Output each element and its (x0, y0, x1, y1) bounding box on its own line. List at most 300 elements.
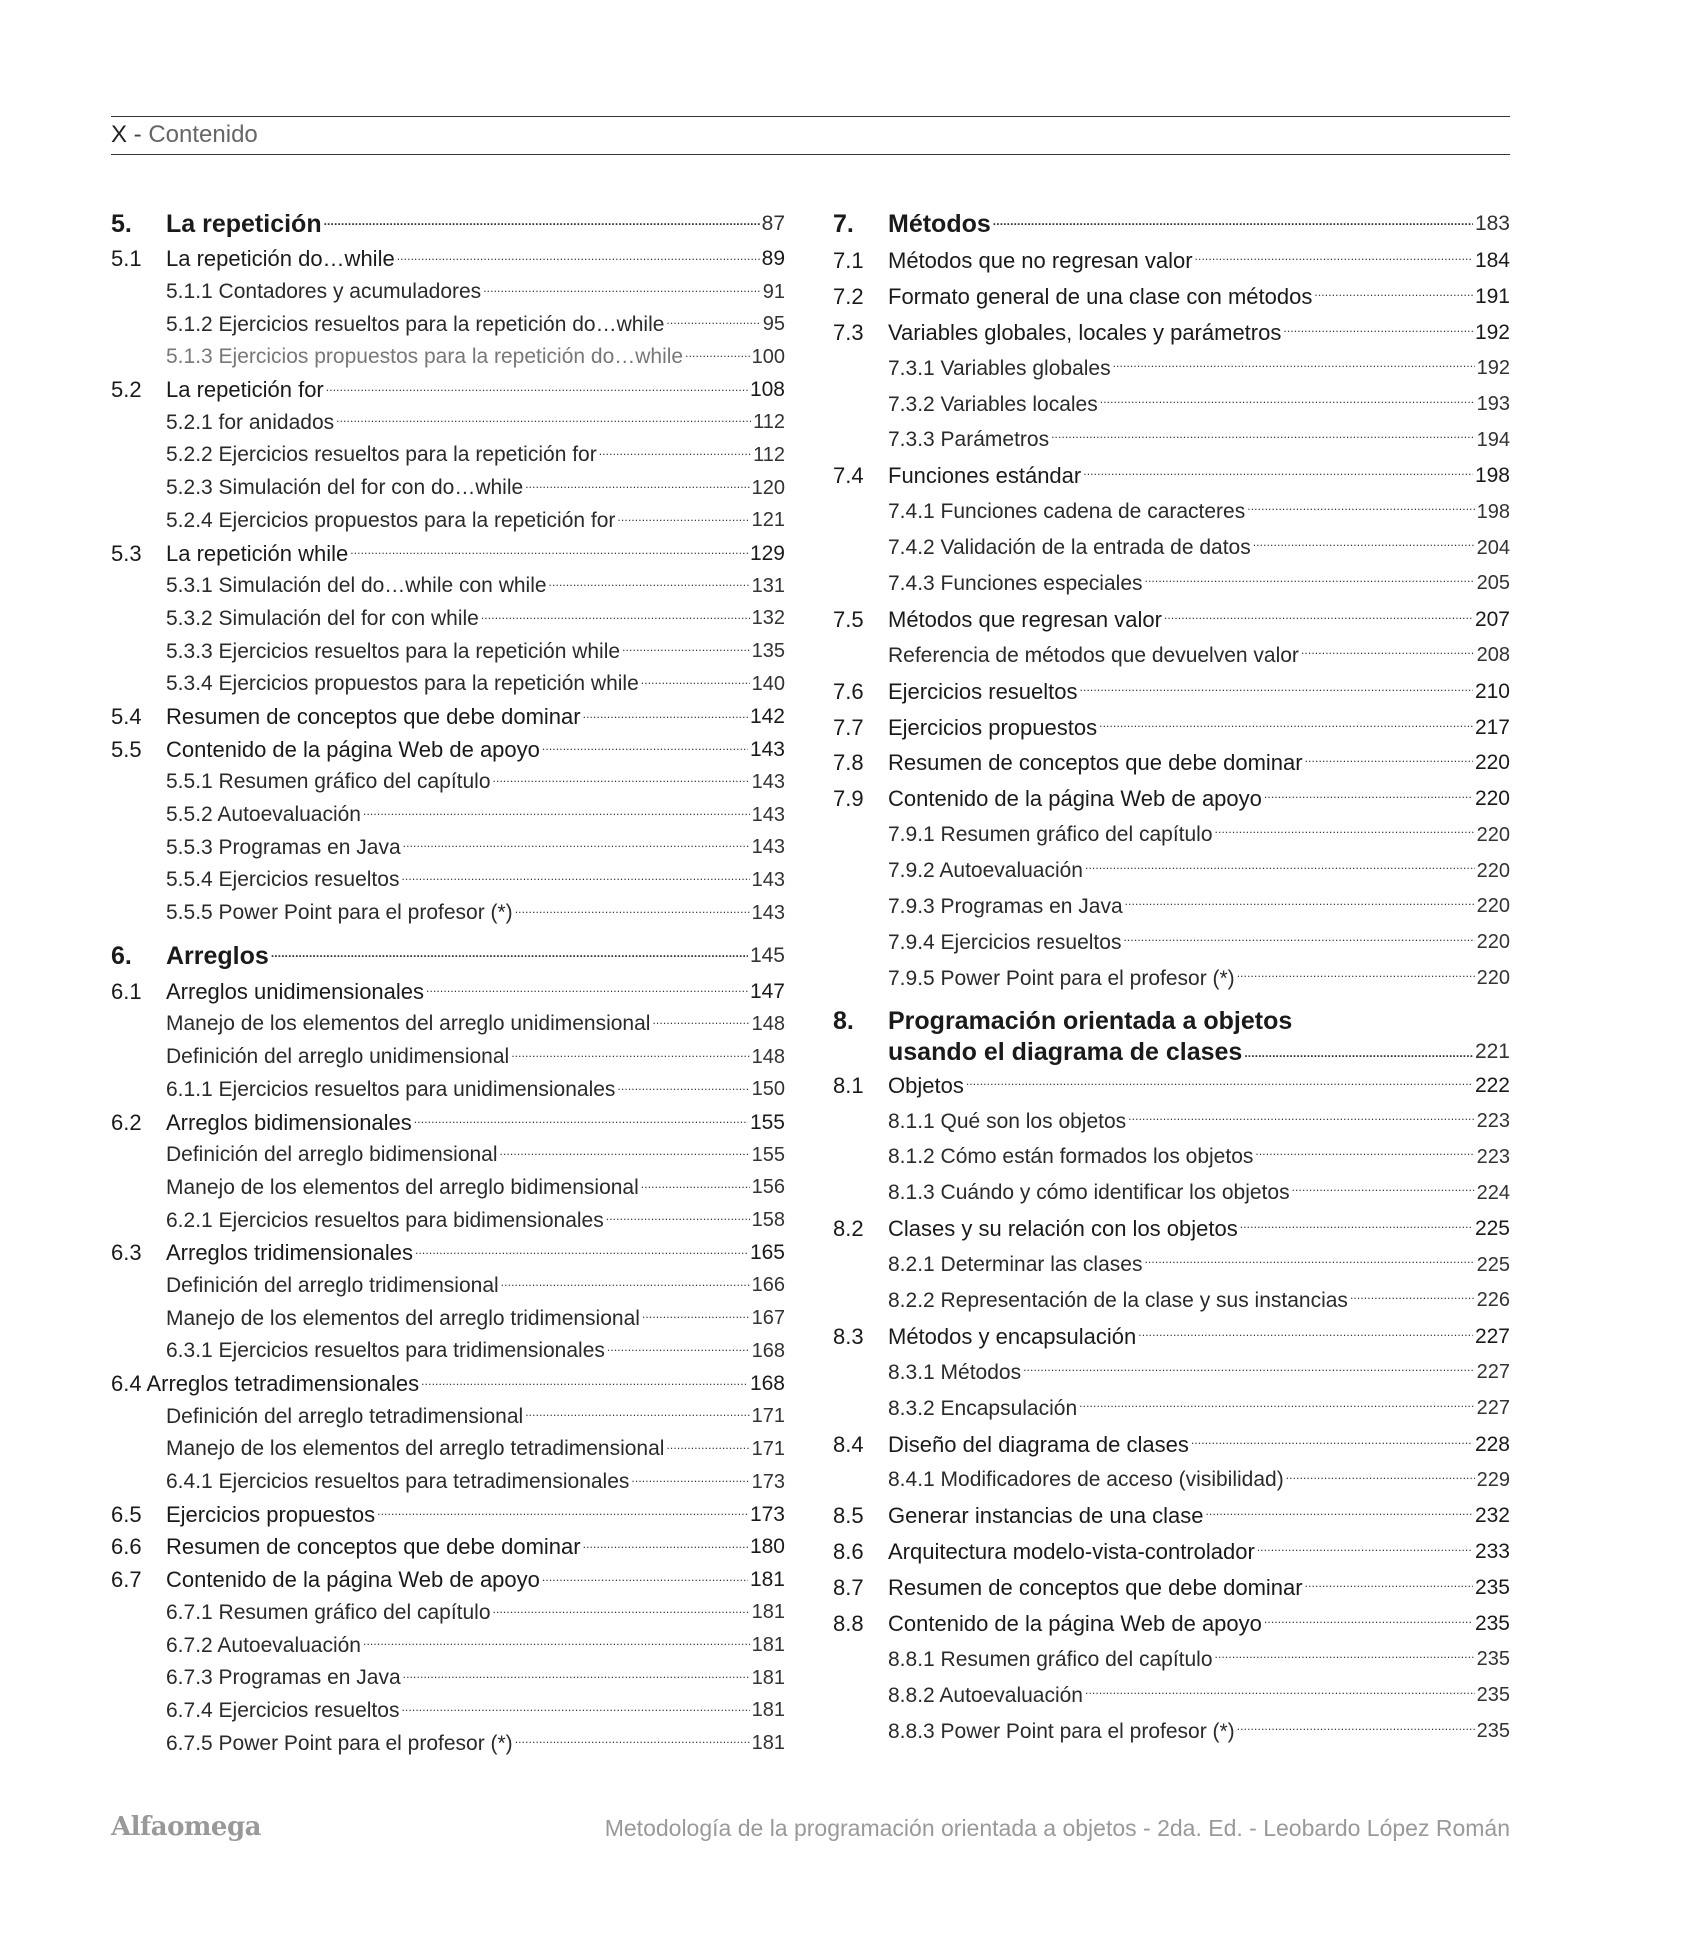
toc-page: 220 (1476, 823, 1510, 846)
toc-title: La repetición for (166, 377, 324, 403)
toc-title: Ejercicios resueltos (888, 678, 1078, 704)
toc-subsection (833, 817, 1510, 853)
toc-title: Funciones estándar (888, 463, 1082, 489)
toc-subsection (111, 1139, 785, 1172)
toc-title: Métodos que no regresan valor (888, 247, 1193, 273)
toc-subsection (111, 897, 785, 930)
toc-section (833, 1570, 1510, 1606)
toc-title: 7.4.1 Funciones cadena de caracteres (888, 500, 1246, 524)
toc-subsection (111, 1302, 785, 1335)
toc-subsection (833, 638, 1510, 674)
toc-title: Arreglos bidimensionales (166, 1109, 412, 1135)
toc-title: 7.3.1 Variables globales (888, 356, 1111, 380)
dot-leader (1262, 1606, 1473, 1628)
toc-title: usando el diagrama de clases (888, 1037, 1243, 1066)
dot-leader (664, 1433, 749, 1454)
dot-leader (1098, 387, 1475, 408)
toc-title: Resumen de conceptos que debe dominar (888, 750, 1303, 776)
toc-page: 173 (749, 1502, 785, 1526)
toc-title: Definición del arreglo tridimensional (166, 1273, 499, 1297)
toc-title: La repetición while (166, 540, 349, 566)
toc-subsection (111, 341, 785, 374)
toc-subsection (833, 1714, 1510, 1750)
toc-number: 7.7 (833, 714, 864, 740)
toc-page: 142 (749, 704, 785, 728)
toc-page: 173 (751, 1470, 785, 1493)
toc-page: 181 (751, 1699, 785, 1722)
toc-subsection (833, 494, 1510, 530)
toc-page: 223 (1476, 1145, 1510, 1168)
toc-section (111, 1498, 785, 1531)
toc-title: Contenido de la página Web de apoyo (166, 1567, 540, 1593)
dot-leader (1111, 351, 1475, 372)
toc-page: 171 (751, 1437, 785, 1460)
dot-leader (1213, 1642, 1475, 1663)
toc-title: 8.2.1 Determinar las clases (888, 1253, 1143, 1277)
toc-title: 5.3.4 Ejercicios propuestos para la repetición while (166, 672, 639, 696)
toc-page: 198 (1474, 464, 1510, 488)
toc-number: 7.6 (833, 678, 864, 704)
toc-title: 8.1.1 Qué son los objetos (888, 1109, 1127, 1133)
dot-leader (1136, 1319, 1473, 1341)
toc-page: 131 (751, 574, 785, 597)
toc-page: 235 (1476, 1720, 1510, 1743)
dot-leader (650, 1008, 749, 1029)
toc-number: 7.9 (833, 786, 864, 812)
dot-leader (375, 1498, 748, 1520)
dot-leader (1251, 530, 1475, 551)
toc-subsection (833, 351, 1510, 387)
dot-leader (1142, 1247, 1474, 1268)
toc-subsection (111, 1172, 785, 1205)
dot-leader (615, 505, 749, 526)
toc-title: Ejercicios propuestos (166, 1501, 376, 1527)
dot-leader (1083, 853, 1475, 874)
toc-section (833, 315, 1510, 351)
toc-title: Métodos que regresan valor (888, 606, 1162, 632)
toc-page: 235 (1476, 1684, 1510, 1707)
toc-title: Arreglos unidimensionales (166, 978, 425, 1004)
toc-page: 148 (751, 1012, 785, 1035)
toc-page: 166 (751, 1274, 785, 1297)
toc-page: 221 (1474, 1040, 1510, 1064)
toc-title: 5.2.3 Simulación del for con do…while (166, 476, 524, 500)
toc-section (833, 1427, 1510, 1463)
dot-leader (1348, 1283, 1475, 1304)
dot-leader (324, 374, 748, 396)
toc-number: 6.7 (111, 1567, 142, 1593)
toc-subsection (111, 1204, 785, 1237)
toc-subsection (111, 1270, 785, 1303)
toc-page: 193 (1476, 393, 1510, 415)
publisher-logo: Alfaomega (111, 1812, 262, 1842)
toc-number: 5.3 (111, 540, 142, 566)
dot-leader (413, 1237, 748, 1259)
dot-leader (401, 1662, 750, 1683)
toc-title: 6.7.4 Ejercicios resueltos (166, 1698, 400, 1722)
toc-title: 8.1.3 Cuándo y cómo identificar los objetos (888, 1181, 1290, 1205)
toc-section (833, 781, 1510, 817)
toc-title: 5.5.1 Resumen gráfico del capítulo (166, 770, 491, 794)
toc-page: 168 (751, 1339, 785, 1362)
toc-subsection (111, 1041, 785, 1074)
dot-leader (615, 1074, 749, 1095)
toc-subsection (111, 472, 785, 505)
toc-subsection (111, 831, 785, 864)
toc-subsection (111, 1466, 785, 1499)
dot-leader (1021, 1355, 1475, 1376)
toc-subsection (833, 1175, 1510, 1211)
toc-page: 194 (1476, 428, 1510, 451)
toc-title: 6.7.2 Autoevaluación (166, 1633, 361, 1657)
toc-page: 148 (751, 1045, 785, 1068)
toc-title: Resumen de conceptos que debe dominar (166, 703, 581, 729)
toc-title: 8.2.2 Representación de la clase y sus instancias (888, 1288, 1348, 1312)
toc-page: 120 (751, 476, 785, 499)
dot-leader (1123, 889, 1475, 910)
toc-subsection (111, 1727, 785, 1760)
toc-title: Formato general de una clase con métodos (888, 283, 1313, 309)
toc-section (833, 279, 1510, 315)
toc-subsection (111, 864, 785, 897)
toc-page: 207 (1474, 607, 1510, 631)
toc-title: Contenido de la página Web de apoyo (888, 1611, 1262, 1636)
dot-leader (629, 1466, 749, 1487)
toc-number: 8.5 (833, 1503, 864, 1529)
toc-page: 143 (751, 803, 785, 826)
toc-section (833, 602, 1510, 638)
toc-title: 5.1.1 Contadores y acumuladores (166, 280, 482, 304)
toc-subsection (833, 566, 1510, 602)
toc-title: 5.5.3 Programas en Java (166, 835, 401, 859)
toc-page: 156 (751, 1176, 785, 1199)
dot-leader (620, 635, 750, 656)
toc-title: 8.3.1 Métodos (888, 1360, 1022, 1384)
toc-chapter-6 (111, 937, 785, 975)
dot-leader (547, 570, 750, 591)
toc-subsection (111, 1074, 785, 1107)
toc-number: 5.1 (111, 246, 142, 272)
toc-title: 5.3.2 Simulación del for con while (166, 606, 479, 630)
toc-section (833, 674, 1510, 710)
toc-page: 227 (1474, 1324, 1510, 1348)
toc-number: 8.7 (833, 1575, 864, 1601)
toc-subsection (833, 422, 1510, 458)
toc-number: 8.4 (833, 1431, 864, 1457)
running-head (111, 120, 258, 150)
dot-leader (604, 1204, 750, 1225)
dot-leader (1255, 1534, 1473, 1556)
toc-number: 7.5 (833, 606, 864, 632)
toc-page: 183 (1474, 212, 1510, 235)
toc-subsection (833, 1283, 1510, 1319)
dot-leader (1193, 243, 1473, 265)
toc-title: 5.1.2 Ejercicios resueltos para la repetición do…while (166, 312, 665, 336)
toc-section (833, 1211, 1510, 1247)
toc-page: 95 (762, 313, 785, 336)
toc-subsection (833, 530, 1510, 566)
dot-leader (1097, 710, 1473, 732)
dot-leader (491, 766, 750, 787)
toc-page: 225 (1474, 1217, 1510, 1241)
running-head-page-letter: X (111, 121, 128, 148)
dot-leader (424, 975, 748, 997)
toc-number: 6.6 (111, 1534, 142, 1560)
toc-title: Ejercicios propuestos (888, 714, 1098, 740)
dot-leader (639, 1172, 750, 1193)
toc-title: 7.9.4 Ejercicios resueltos (888, 930, 1122, 954)
dot-leader (1143, 566, 1475, 587)
toc-title: 5.2.4 Ejercicios propuestos para la repetición for (166, 508, 616, 532)
toc-subsection (111, 1008, 785, 1041)
dot-leader (1312, 279, 1473, 301)
toc-page: 192 (1474, 320, 1510, 344)
toc-subsection (111, 1597, 785, 1630)
toc-section (833, 1319, 1510, 1355)
dot-leader (1235, 961, 1475, 982)
toc-page: 184 (1474, 248, 1510, 272)
dot-leader (334, 406, 751, 427)
toc-page: 220 (1474, 787, 1510, 811)
toc-title: Definición del arreglo bidimensional (166, 1143, 498, 1167)
toc-page: 143 (751, 901, 785, 924)
toc-page: 143 (751, 868, 785, 891)
dot-leader (597, 439, 751, 460)
dot-leader (581, 701, 748, 723)
dot-leader (1213, 817, 1475, 838)
toc-title: 5.1.3 Ejercicios propuestos para la repetición do…while (166, 345, 684, 369)
toc-title: Referencia de métodos que devuelven valor (888, 643, 1299, 667)
toc-page: 181 (751, 1634, 785, 1657)
toc-chapter-8-line2 (833, 1037, 1510, 1068)
toc-title: Métodos (888, 209, 991, 238)
toc-section (111, 1564, 785, 1597)
toc-title: 5.3.1 Simulación del do…while con while (166, 574, 547, 598)
toc-page: 121 (751, 509, 785, 532)
toc-page: 192 (1476, 357, 1510, 380)
toc-number: 8.2 (833, 1216, 864, 1242)
dot-leader (1235, 1714, 1475, 1735)
toc-title: 5.5.2 Autoevaluación (166, 803, 361, 827)
toc-subsection (111, 1662, 785, 1695)
toc-number: 6.3 (111, 1240, 142, 1266)
toc-title: La repetición (166, 209, 322, 238)
toc-number: 8.1 (833, 1072, 864, 1098)
toc-title: 5.3.3 Ejercicios resueltos para la repetición while (166, 639, 621, 663)
toc-subsection (111, 799, 785, 832)
toc-page: 224 (1476, 1181, 1510, 1204)
toc-title: 6.1.1 Ejercicios resueltos para unidimensionales (166, 1077, 616, 1101)
toc-section (833, 243, 1510, 279)
toc-number: 7.2 (833, 283, 864, 309)
dot-leader (1281, 315, 1473, 337)
toc-subsection (111, 505, 785, 538)
dot-leader (498, 1139, 750, 1160)
toc-page: 165 (749, 1241, 785, 1265)
dot-leader (540, 733, 748, 755)
toc-subsection (833, 1139, 1510, 1175)
toc-page: 143 (751, 770, 785, 793)
toc-page: 233 (1474, 1540, 1510, 1564)
dot-leader (683, 341, 750, 362)
toc-page: 180 (749, 1535, 785, 1559)
toc-title: 8.3.2 Encapsulación (888, 1396, 1078, 1420)
toc-title: Variables globales, locales y parámetros (888, 319, 1282, 345)
toc-title: 8.8.1 Resumen gráfico del capítulo (888, 1647, 1213, 1671)
toc-section (111, 537, 785, 570)
toc-title: Definición del arreglo unidimensional (166, 1045, 510, 1069)
dot-leader (479, 603, 750, 624)
dot-leader (1126, 1104, 1474, 1125)
dot-leader (1081, 458, 1473, 480)
toc-page: 220 (1476, 967, 1510, 990)
toc-page: 235 (1474, 1576, 1510, 1600)
chapter-gap (833, 997, 1510, 1006)
toc-title: 7.9.3 Programas en Java (888, 894, 1123, 918)
toc-subsection (111, 668, 785, 701)
dot-leader (1078, 674, 1473, 696)
toc-page: 220 (1476, 931, 1510, 954)
toc-page: 135 (751, 640, 785, 663)
toc-subsection (833, 1247, 1510, 1283)
toc-section (111, 1531, 785, 1564)
toc-page: 108 (749, 378, 785, 402)
toc-title: 6.4 Arreglos tetradimensionales (111, 1371, 420, 1397)
toc-page: 198 (1476, 500, 1510, 523)
toc-subsection (833, 961, 1510, 997)
toc-page: 226 (1476, 1289, 1510, 1312)
toc-subsection (833, 1642, 1510, 1678)
toc-page: 112 (753, 411, 785, 434)
toc-title: Arreglos tridimensionales (166, 1240, 413, 1266)
toc-title: Contenido de la página Web de apoyo (888, 786, 1262, 812)
toc-page: 223 (1476, 1110, 1510, 1133)
toc-page: 89 (761, 247, 785, 271)
toc-left-column (111, 205, 785, 1760)
toc-number: 8.6 (833, 1539, 864, 1565)
toc-section (111, 1237, 785, 1270)
toc-title: Manejo de los elementos del arreglo unidimensional (166, 1012, 651, 1036)
dot-leader (499, 1270, 750, 1291)
toc-subsection (111, 1695, 785, 1728)
toc-subsection (111, 603, 785, 636)
toc-section (111, 701, 785, 734)
toc-title: 8.8.2 Autoevaluación (888, 1683, 1083, 1707)
dot-leader (1121, 925, 1474, 946)
toc-page: 217 (1474, 715, 1510, 739)
toc-title: Definición del arreglo tetradimensional (166, 1404, 524, 1428)
toc-title: Diseño del diagrama de clases (888, 1431, 1189, 1457)
toc-page: 181 (749, 1568, 785, 1592)
toc-section (833, 1498, 1510, 1534)
toc-page: 181 (751, 1666, 785, 1689)
toc-title: Clases y su relación con los objetos (888, 1216, 1238, 1242)
toc-page: 208 (1476, 644, 1510, 667)
toc-title: Arreglos (166, 941, 269, 970)
toc-subsection (833, 1678, 1510, 1714)
header-top-rule (111, 116, 1510, 117)
dot-leader (581, 1531, 748, 1553)
toc-subsection (833, 387, 1510, 423)
dot-leader (399, 864, 749, 885)
toc-page: 210 (1474, 679, 1510, 703)
header-bottom-rule (111, 154, 1510, 155)
toc-page: 143 (751, 836, 785, 859)
toc-title: Resumen de conceptos que debe dominar (166, 1534, 581, 1560)
dot-leader (1189, 1427, 1473, 1449)
dot-leader (1162, 602, 1473, 624)
toc-page: 91 (762, 280, 785, 303)
toc-number: 5.5 (111, 736, 142, 762)
toc-title: Manejo de los elementos del arreglo tridimensional (166, 1306, 640, 1330)
toc-number: 6.2 (111, 1109, 142, 1135)
dot-leader (964, 1068, 1473, 1090)
toc-page: 227 (1476, 1397, 1510, 1420)
toc-number: 7. (833, 209, 854, 238)
footer-book-title: Metodología de la programación orientada a objetos - 2da. Ed. - Leobardo López Román (604, 1815, 1510, 1841)
toc-page: 129 (749, 541, 785, 565)
dot-leader (322, 205, 760, 230)
toc-title: 5.2.2 Ejercicios resueltos para la repetición for (166, 443, 597, 467)
toc-section (833, 458, 1510, 494)
toc-section (833, 1068, 1510, 1104)
dot-leader (491, 1597, 750, 1618)
toc-subsection (111, 1400, 785, 1433)
toc-page: 225 (1476, 1253, 1510, 1276)
toc-section (833, 745, 1510, 781)
toc-title: 6.2.1 Ejercicios resueltos para bidimensionales (166, 1208, 604, 1232)
toc-number: 5.2 (111, 377, 142, 403)
toc-page: 220 (1476, 859, 1510, 882)
toc-subsection (833, 1104, 1510, 1140)
toc-title: 6.3.1 Ejercicios resueltos para tridimensionales (166, 1339, 605, 1363)
dot-leader (1245, 494, 1474, 515)
dot-leader (523, 1400, 749, 1421)
dot-leader (1290, 1175, 1475, 1196)
toc-number: 8.3 (833, 1323, 864, 1349)
toc-page: 140 (751, 672, 785, 695)
toc-page: 228 (1474, 1432, 1510, 1456)
toc-page: 167 (751, 1307, 785, 1330)
toc-subsection (111, 766, 785, 799)
toc-subsection (833, 1391, 1510, 1427)
toc-subsection (833, 925, 1510, 961)
toc-number: 5. (111, 209, 132, 238)
toc-title: 7.4.3 Funciones especiales (888, 571, 1143, 595)
toc-section (111, 243, 785, 276)
toc-number: 6.1 (111, 978, 142, 1004)
toc-page: 229 (1476, 1468, 1510, 1491)
toc-title: 8.1.2 Cómo están formados los objetos (888, 1145, 1254, 1169)
dot-leader (1077, 1391, 1474, 1412)
toc-title: 5.2.1 for anidados (166, 410, 335, 434)
toc-number: 8. (833, 1006, 854, 1035)
toc-chapter-8-line1 (833, 1006, 1510, 1037)
dot-leader (361, 1629, 750, 1650)
toc-title: La repetición do…while (166, 246, 395, 272)
toc-page: 232 (1474, 1504, 1510, 1528)
toc-page: 220 (1476, 895, 1510, 918)
toc-title: Programación orientada a objetos (888, 1006, 1293, 1035)
dot-leader (481, 276, 761, 297)
toc-subsection (833, 889, 1510, 925)
dot-leader (1303, 1570, 1473, 1592)
toc-title: Objetos (888, 1072, 964, 1098)
toc-page: 205 (1476, 572, 1510, 595)
toc-title: 7.9.5 Power Point para el profesor (*) (888, 966, 1235, 990)
toc-chapter-5 (111, 205, 785, 243)
toc-title: Manejo de los elementos del arreglo tetradimensional (166, 1437, 665, 1461)
